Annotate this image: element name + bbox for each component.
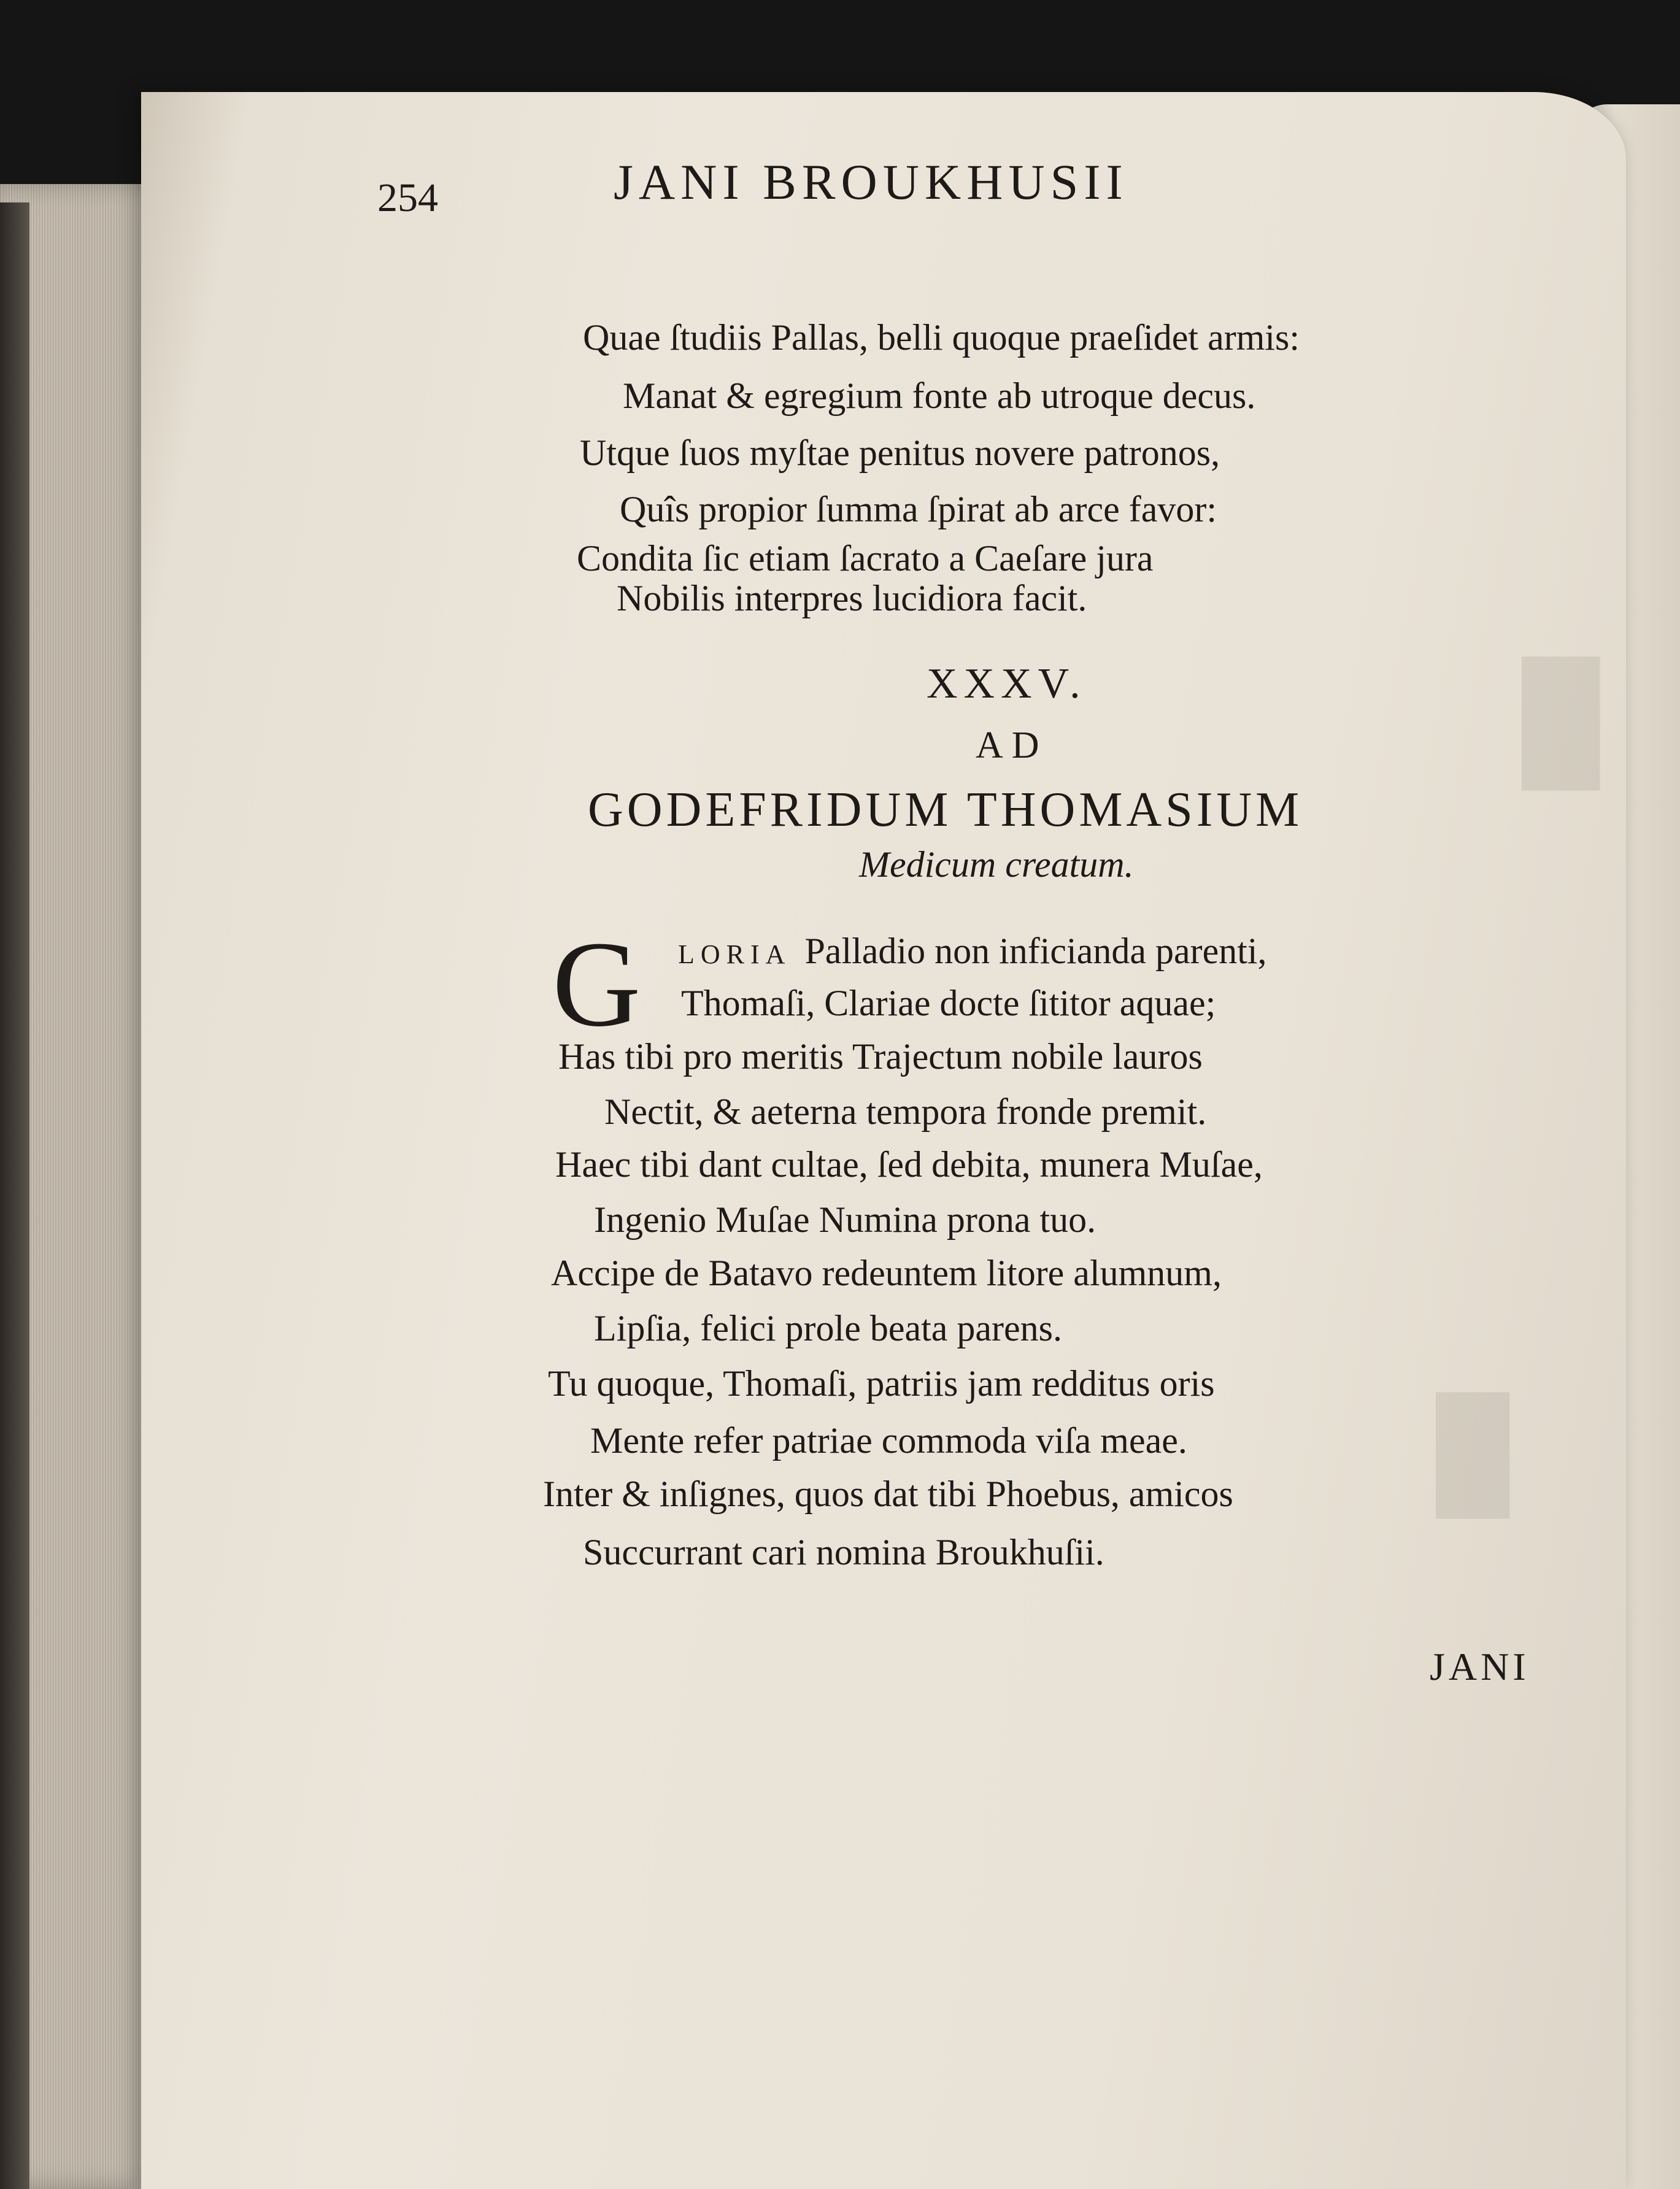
verse-line: Nobilis interpres lucidiora facit. xyxy=(617,578,1087,618)
verse-line: Condita ſic etiam ſacrato a Caeſare jura xyxy=(577,538,1154,579)
verse-line: Mente refer patriae commoda viſa meae. xyxy=(590,1420,1187,1461)
verse-line: Accipe de Batavo redeuntem litore alumnum, xyxy=(551,1253,1222,1293)
first-line-text: Palladio non inficianda parenti, xyxy=(804,931,1267,971)
verse-line: Succurrant cari nomina Broukhuſii. xyxy=(583,1532,1104,1572)
verse-line: Quîs propior ſumma ſpirat ab arce favor: xyxy=(620,489,1217,529)
running-head xyxy=(377,153,1359,227)
verse-line: Ingenio Muſae Numina prona tuo. xyxy=(594,1199,1096,1240)
verse-line: Thomaſi, Clariae docte ſititor aquae; xyxy=(681,983,1216,1023)
first-word-smallcaps: LORIA xyxy=(678,939,792,969)
running-head-title: JANI BROUKHUSII xyxy=(614,154,1128,210)
verse-line: Tu quoque, Thomaſi, patriis jam redditus oris xyxy=(548,1363,1215,1404)
verse-line: Manat & egregium fonte ab utroque decus. xyxy=(623,375,1256,416)
verse-line: Lipſia, felici prole beata parens. xyxy=(594,1308,1062,1348)
verse-line: Has tibi pro meritis Trajectum nobile lauros xyxy=(558,1036,1203,1077)
poem-title: GODEFRIDUM THOMASIUM xyxy=(588,783,1303,837)
poem-first-line xyxy=(678,933,1267,969)
page-number: 254 xyxy=(377,175,438,220)
show-through-texture: █ xyxy=(1436,1395,1511,1510)
verse-line: Inter & inſignes, quos dat tibi Phoebus, amicos xyxy=(543,1474,1233,1514)
book-binding xyxy=(0,202,29,2189)
poem-number: XXXV. xyxy=(927,660,1087,707)
verse-line: Haec tibi dant cultae, ſed debita, munera Muſae, xyxy=(555,1144,1263,1185)
poem-dedication-ad: AD xyxy=(976,725,1048,766)
show-through-texture: █ xyxy=(1522,659,1601,781)
verse-line: Quae ſtudiis Pallas, belli quoque praeſidet armis: xyxy=(583,317,1300,358)
verse-line: Nectit, & aeterna tempora fronde premit. xyxy=(604,1091,1207,1132)
verse-line: Utque ſuos myſtae penitus novere patronos, xyxy=(580,433,1220,473)
drop-cap: G xyxy=(552,917,641,1052)
catchword: JANI xyxy=(1430,1645,1530,1688)
poem-subtitle: Medicum creatum. xyxy=(859,844,1134,885)
